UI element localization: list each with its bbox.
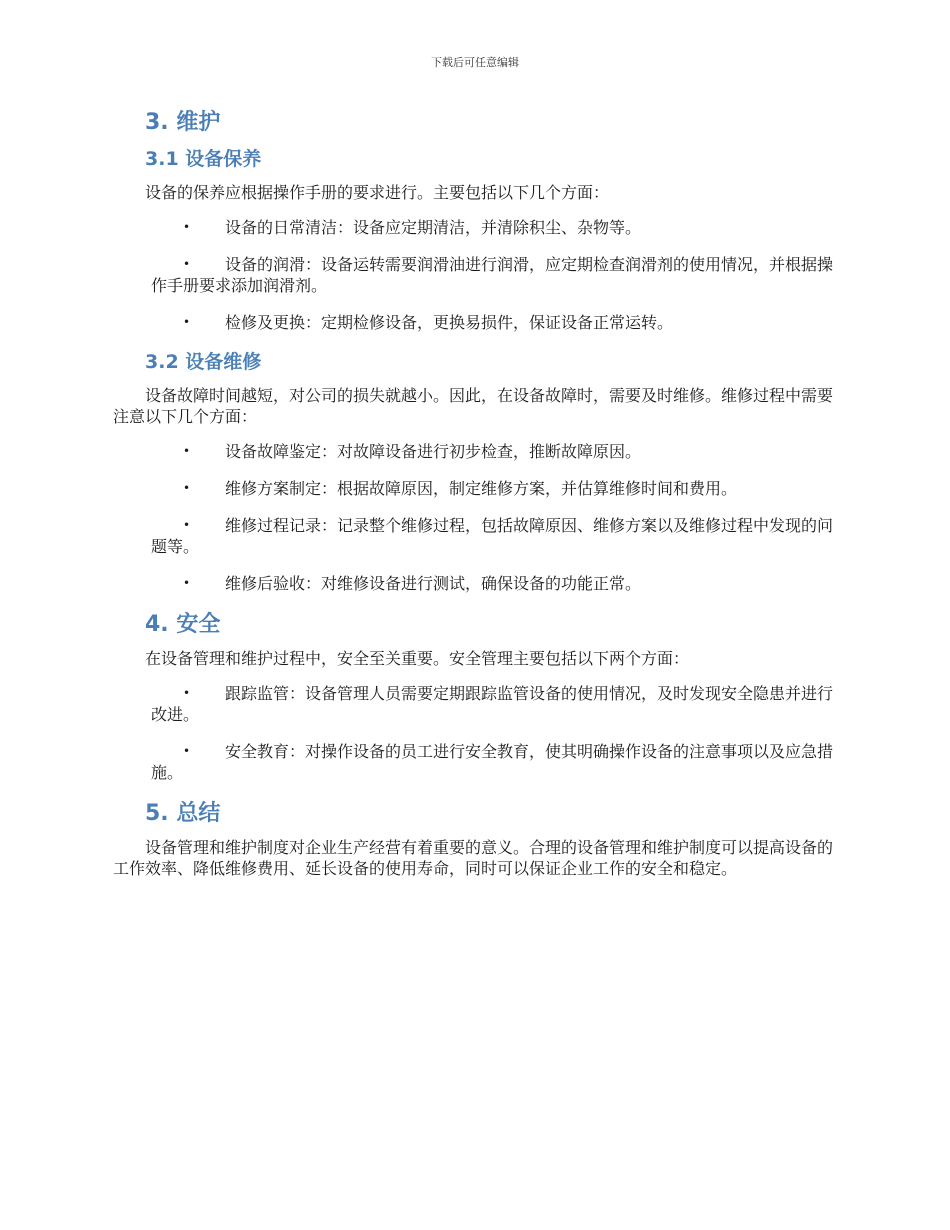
list-item-text: 检修及更换：定期检修设备，更换易损件，保证设备正常运转。	[225, 313, 674, 332]
section-4-intro: 在设备管理和维护过程中，安全至关重要。安全管理主要包括以下两个方面：	[145, 649, 690, 668]
list-item	[113, 254, 840, 296]
section-3-1-list	[113, 217, 840, 333]
list-item-text: 设备的润滑：设备运转需要润滑油进行润滑，应定期检查润滑剂的使用情况，并根据操作手册要求添加润滑剂。	[151, 255, 834, 295]
list-item-text: 维修后验收：对维修设备进行测试，确保设备的功能正常。	[225, 574, 642, 593]
list-item	[113, 741, 840, 783]
list-item-text: 设备的日常清洁：设备应定期清洁，并清除积尘、杂物等。	[225, 218, 642, 237]
section-3-title: 3. 维护	[145, 110, 221, 135]
list-item	[113, 683, 840, 725]
list-item-text: 设备故障鉴定：对故障设备进行初步检查，推断故障原因。	[225, 442, 642, 461]
section-3-1-title: 3.1 设备保养	[145, 148, 262, 170]
bullet-icon: •	[183, 220, 191, 234]
page-header: 下载后可任意编辑	[431, 56, 519, 69]
list-item-text: 维修方案制定：根据故障原因，制定维修方案，并估算维修时间和费用。	[225, 479, 738, 498]
list-item-text: 跟踪监管：设备管理人员需要定期跟踪监管设备的使用情况，及时发现安全隐患并进行改进。	[151, 684, 834, 724]
section-4-list	[113, 683, 840, 783]
list-item	[113, 573, 840, 594]
list-item-text: 安全教育：对操作设备的员工进行安全教育，使其明确操作设备的注意事项以及应急措施。	[151, 742, 834, 782]
bullet-icon: •	[183, 686, 191, 700]
bullet-icon: •	[183, 315, 191, 329]
section-5-body: 设备管理和维护制度对企业生产经营有着重要的意义。合理的设备管理和维护制度可以提高设备的工作效率、降低维修费用、延长设备的使用寿命，同时可以保证企业工作的安全和稳定。	[113, 838, 834, 878]
section-3-2-title: 3.2 设备维修	[145, 351, 262, 373]
list-item	[113, 515, 840, 557]
section-3-2-list	[113, 441, 840, 594]
bullet-icon: •	[183, 576, 191, 590]
section-3-1-intro: 设备的保养应根据操作手册的要求进行。主要包括以下几个方面：	[145, 183, 610, 202]
list-item-text: 维修过程记录：记录整个维修过程，包括故障原因、维修方案以及维修过程中发现的问题等。	[151, 516, 834, 556]
bullet-icon: •	[183, 257, 191, 271]
section-5-title: 5. 总结	[145, 801, 221, 826]
list-item	[113, 217, 840, 238]
bullet-icon: •	[183, 481, 191, 495]
list-item	[113, 441, 840, 462]
bullet-icon: •	[183, 444, 191, 458]
list-item	[113, 478, 840, 499]
bullet-icon: •	[183, 744, 191, 758]
document-body	[113, 108, 840, 893]
section-4-title: 4. 安全	[145, 612, 221, 637]
section-3-2-intro: 设备故障时间越短，对公司的损失就越小。因此，在设备故障时，需要及时维修。维修过程中需要注意以下几个方面：	[113, 386, 834, 426]
bullet-icon: •	[183, 518, 191, 532]
list-item	[113, 312, 840, 333]
